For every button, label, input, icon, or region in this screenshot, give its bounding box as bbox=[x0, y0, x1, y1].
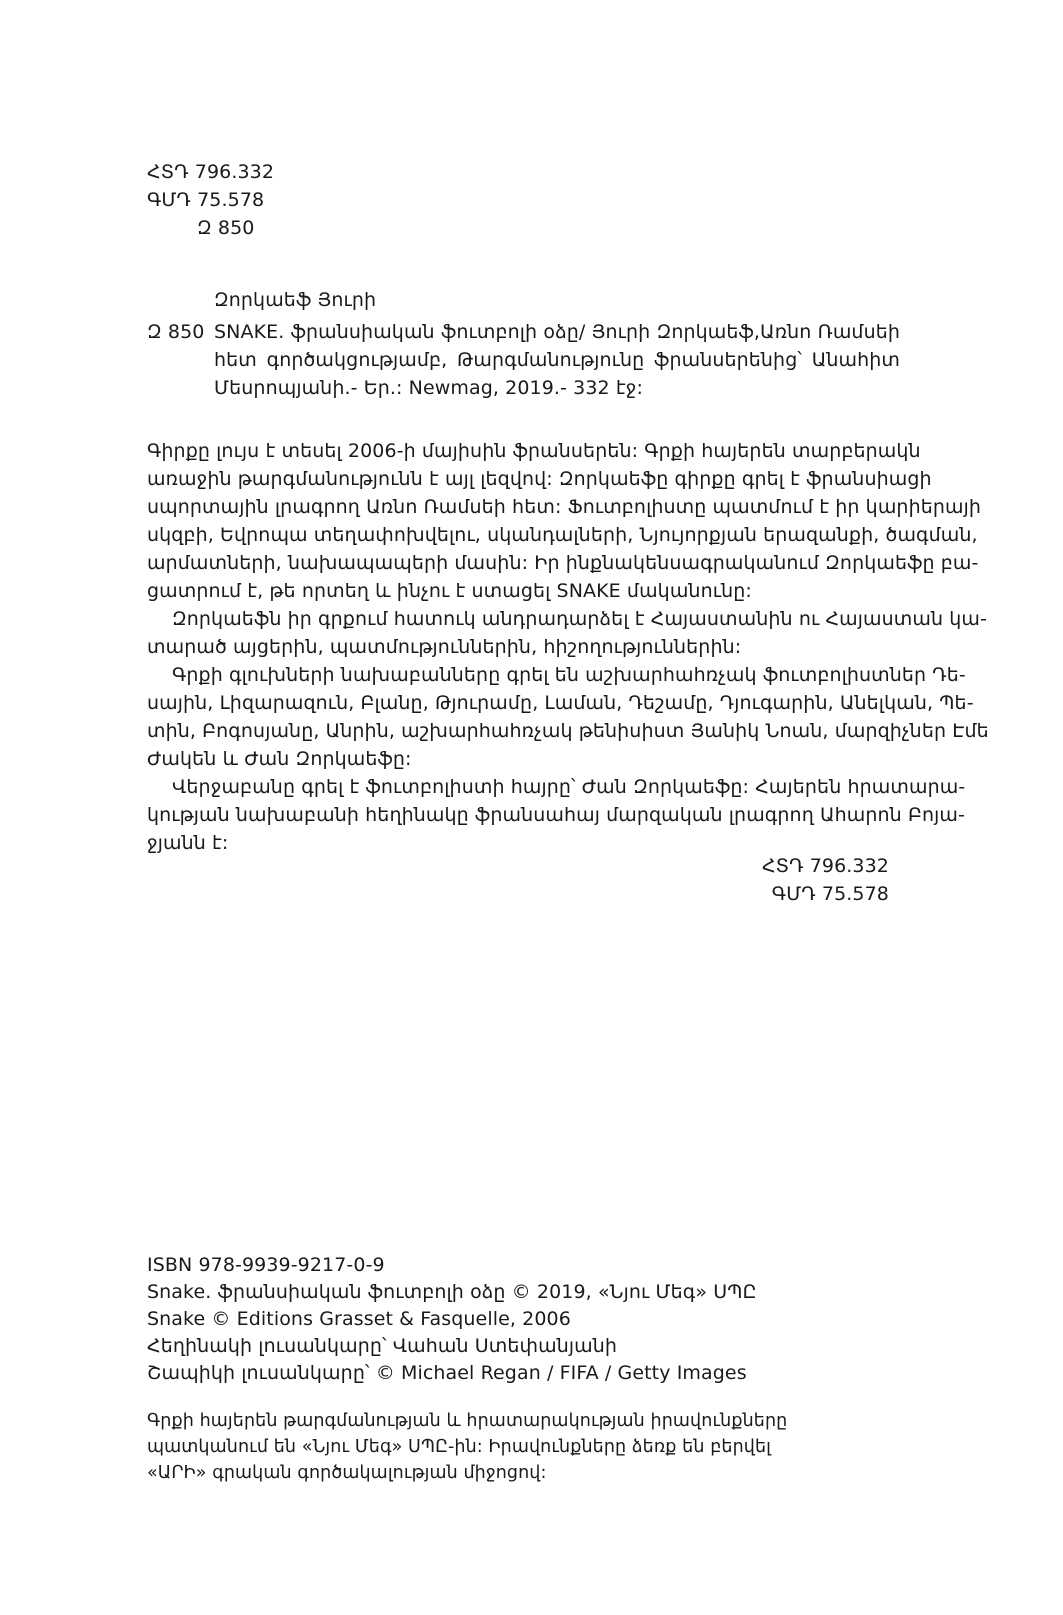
bbk-code: ԳՄԴ 75.578 bbox=[771, 883, 889, 905]
annotation-line: Ժակեն և Ժան Զորկաեֆը: bbox=[147, 748, 412, 770]
annotation-line: տին, Բոգոսյանը, Անրին, աշխարհահռչակ թենիսիստ Յանիկ Նոան, մարզիչներ Էմե bbox=[147, 720, 989, 742]
annotation-line: առաջին թարգմանությունն է այլ լեզվով: Զորկաեֆը գիրքը գրել է ֆրանսիացի bbox=[147, 468, 932, 490]
annotation-line: արմատների, նախապապերի մասին: Իր ինքնակենսագրականում Զորկաեֆը բա- bbox=[147, 552, 979, 574]
author-photo-credit: Հեղինակի լուսանկարը՝ Վահան Ստեփանյանի bbox=[147, 1335, 618, 1357]
rights-line: «ԱՐԻ» գրական գործակալության միջոցով: bbox=[147, 1463, 547, 1483]
annotation-line: սային, Լիզարազուն, Բլանը, Թյուրամը, Լաման, Դեշամը, Դյուգարին, Անելկան, Պե- bbox=[147, 692, 974, 714]
annotation-line: Գիրքը լույս է տեսել 2006-ի մայիսին ֆրանսերեն: Գրքի հայերեն տարբերակն bbox=[147, 440, 921, 462]
catalog-author: Զորկաեֆ Յուրի bbox=[214, 289, 377, 311]
isbn: ISBN 978-9939-9217-0-9 bbox=[147, 1254, 385, 1276]
annotation-line: կության նախաբանի հեղինակը ֆրանսահայ մարզական լրագրող Ահարոն Բոյա- bbox=[147, 804, 965, 826]
rights-line: Գրքի հայերեն թարգմանության և հրատարակության իրավունքները bbox=[147, 1411, 788, 1431]
copyright-line: Snake. ֆրանսիական ֆուտբոլի օձը © 2019, «Նյու Մեգ» ՍՊԸ bbox=[147, 1281, 757, 1303]
annotation-line: ցատրում է, թե որտեղ և ինչու է ստացել SNAKE մականունը: bbox=[147, 580, 752, 602]
udc-code: ՀՏԴ 796.332 bbox=[147, 161, 275, 183]
annotation-line: սպորտային լրագրող Առնո Ռամսեի հետ: Ֆուտբոլիստը պատմում է իր կարիերայի bbox=[147, 496, 982, 518]
imprint bbox=[147, 1252, 757, 1387]
annotation-line: Զորկաեֆն իր գրքում հատուկ անդրադարձել է Հայաստանին ու Հայաստան կա- bbox=[172, 608, 987, 630]
catalog-description bbox=[214, 318, 900, 402]
annotation-line: Վերջաբանը գրել է ֆուտբոլիստի հայրը՝ Ժան Զորկաեֆը: Հայերեն հրատարա- bbox=[172, 776, 966, 798]
catalog-author-mark: Զ 850 bbox=[147, 321, 205, 343]
original-copyright-line: Snake © Editions Grasset & Fasquelle, 2006 bbox=[147, 1308, 571, 1330]
catalog-line: Մեսրոպյանի.- Եր.: Newmag, 2019.- 332 էջ: bbox=[214, 377, 643, 399]
annotation-line: Գրքի գլուխների նախաբանները գրել են աշխարհահռչակ ֆուտբոլիստներ Դե- bbox=[172, 664, 966, 686]
annotation-line: ջյանն է: bbox=[147, 832, 229, 854]
annotation-line: տարած այցերին, պատմություններին, հիշողություններին: bbox=[147, 636, 742, 658]
annotation bbox=[147, 437, 989, 857]
catalog-line: SNAKE. ֆրանսիական ֆուտբոլի օձը/ Յուրի Զորկաեֆ,Առնո Ռամսեի bbox=[214, 321, 900, 343]
author-mark: Զ 850 bbox=[197, 217, 255, 239]
annotation-line: սկզբի, Եվրոպա տեղափոխվելու, սկանդալների, Նյույորքյան երազանքի, ծագման, bbox=[147, 524, 978, 546]
rights-notice bbox=[147, 1408, 787, 1486]
cover-photo-credit: Շապիկի լուսանկարը՝ © Michael Regan / FIFA / Getty Images bbox=[147, 1362, 747, 1384]
classification-codes-top bbox=[147, 158, 274, 242]
catalog-line: հետ գործակցությամբ, Թարգմանությունը ֆրանսերենից՝ Անահիտ bbox=[214, 349, 900, 371]
rights-line: պատկանում են «Նյու Մեգ» ՍՊԸ-ին: Իրավունքները ձեռք են բերվել bbox=[147, 1437, 772, 1457]
bbk-code: ԳՄԴ 75.578 bbox=[147, 189, 265, 211]
classification-codes-bottom bbox=[762, 852, 889, 908]
udc-code: ՀՏԴ 796.332 bbox=[761, 855, 889, 877]
